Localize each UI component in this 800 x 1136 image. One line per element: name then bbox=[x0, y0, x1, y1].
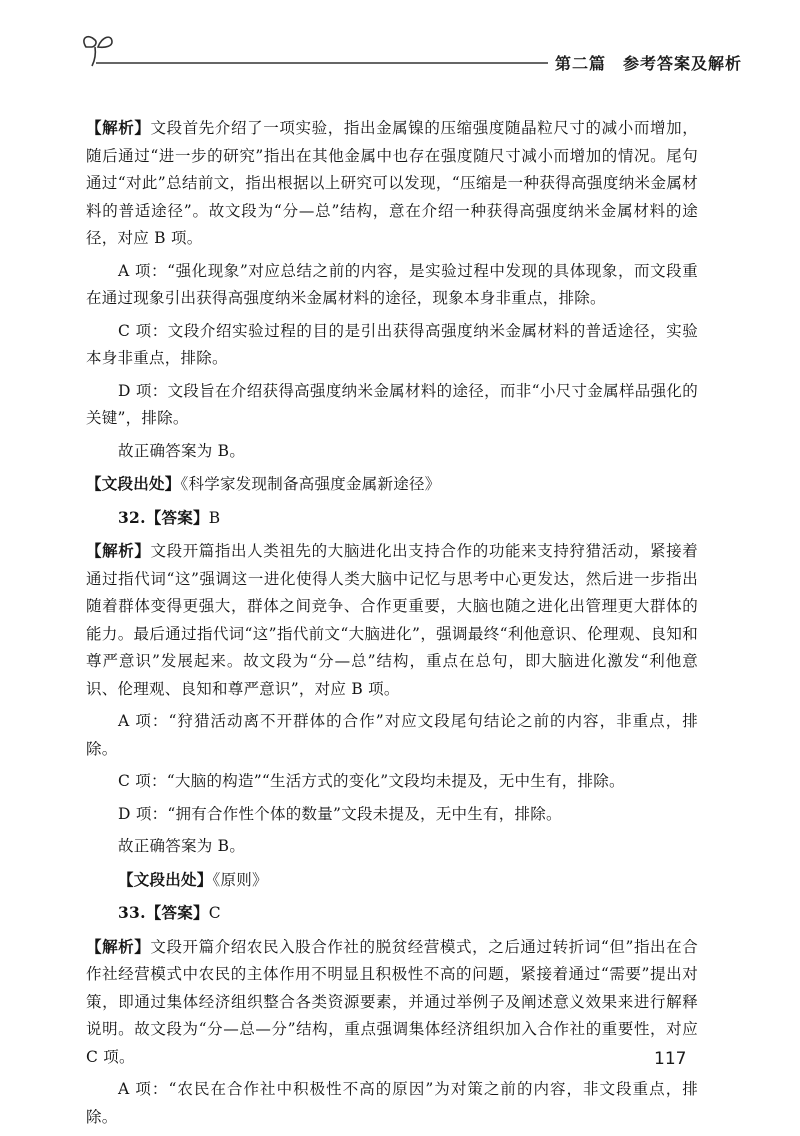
paragraph-text: B bbox=[208, 508, 221, 527]
paragraph-text: C 项：文段介绍实验过程的目的是引出获得高强度纳米金属材料的普适途径，实验本身非重点，排除。 bbox=[86, 321, 698, 367]
paragraph bbox=[86, 470, 698, 499]
section-tag: 32.【答案】 bbox=[118, 507, 209, 527]
section-tag: 33.【答案】 bbox=[118, 903, 209, 922]
paragraph-text: 文段开篇介绍农民入股合作社的脱贫经营模式，之后通过转折词“但”指出在合作社经营模式中农民的主体作用不明显且积极性不高的问题，紧接着通过“需要”提出对策，即通过集体经济组织整合各类资源要素，并通过举例子及阐述意义效果来进行解释说明。故文段为“分—总—分”结构，重点强调集体经济组织加入合作社的重要性，对应 C 项。 bbox=[86, 937, 698, 1066]
paragraph bbox=[86, 1076, 698, 1131]
paragraph bbox=[86, 899, 698, 928]
paragraph bbox=[86, 866, 698, 895]
paragraph-text: 文段首先介绍了一项实验，指出金属镍的压缩强度随晶粒尺寸的减小而增加，随后通过“进一步的研究”指出在其他金属中也存在强度随尺寸减小而增加的情况。尾句通过“对此”总结前文，指出根据以上研究可以发现，“压缩是一种获得高强度纳米金属材料的普适途径”。故文段为“分—总”结构，意在介绍一种获得高强度纳米金属材料的途径，对应 B 项。 bbox=[86, 119, 698, 247]
paragraph-text: D 项：“拥有合作性个体的数量”文段未提及，无中生有，排除。 bbox=[118, 804, 562, 823]
paragraph-text: 《科学家发现制备高强度金属新途径》 bbox=[180, 475, 441, 493]
paragraph bbox=[86, 833, 698, 861]
paragraph-text: 故正确答案为 B。 bbox=[118, 837, 246, 855]
paragraph bbox=[86, 378, 698, 433]
header-title: 第二篇 参考答案及解析 bbox=[555, 54, 743, 73]
paragraph-text: 文段开篇指出人类祖先的大脑进化出支持合作的功能来支持狩猎活动，紧接着通过指代词“这”强调这一进化使得人类大脑中记忆与思考中心更发达，然后进一步指出随着群体变得更强大，群体之间竞争、合作更重要，大脑也随之进化出管理更大群体的能力。最后通过指代词“这”指代前文“大脑进化”，强调最终“利他意识、伦理观、良知和尊严意识”发展起来。故文段为“分—总”结构，重点在总句，即大脑进化激发“利他意识、伦理观、良知和尊严意识”，对应 B 项。 bbox=[86, 542, 698, 698]
paragraph-text: C bbox=[208, 904, 221, 922]
paragraph-text: 《原则》 bbox=[212, 870, 268, 889]
paragraph bbox=[86, 933, 698, 1072]
paragraph bbox=[86, 504, 698, 533]
paragraph bbox=[86, 801, 698, 829]
page-number: 117 bbox=[654, 1049, 687, 1069]
paragraph-text: A 项：“强化现象”对应总结之前的内容，是实验过程中发现的具体现象，而文段重在通过现象引出获得高强度纳米金属材料的途径，现象本身非重点，排除。 bbox=[86, 261, 698, 307]
paragraph-text: A 项：“狩猎活动离不开群体的合作”对应文段尾句结论之前的内容，非重点，排除。 bbox=[86, 712, 698, 758]
paragraph bbox=[86, 708, 698, 763]
paragraph-text: C 项：“大脑的构造”“生活方式的变化”文段均未提及，无中生有，排除。 bbox=[118, 772, 625, 790]
paragraph bbox=[86, 258, 698, 313]
page-header bbox=[0, 0, 800, 80]
paragraph bbox=[86, 537, 698, 703]
section-tag: 【解析】 bbox=[86, 118, 151, 137]
paragraph bbox=[86, 318, 698, 373]
sprout-icon bbox=[84, 37, 112, 66]
paragraph bbox=[86, 438, 698, 466]
answer-explanation-body bbox=[86, 114, 698, 1136]
section-tag: 【文段出处】 bbox=[118, 869, 213, 889]
section-tag: 【解析】 bbox=[86, 541, 151, 560]
section-tag: 【文段出处】 bbox=[86, 474, 181, 493]
paragraph bbox=[86, 768, 698, 796]
paragraph-text: D 项：文段旨在介绍获得高强度纳米金属材料的途径，而非“小尺寸金属样品强化的关键”，排除。 bbox=[86, 381, 698, 427]
section-tag: 【解析】 bbox=[86, 936, 151, 956]
paragraph bbox=[86, 114, 698, 253]
paragraph-text: A 项：“农民在合作社中积极性不高的原因”为对策之前的内容，非文段重点，排除。 bbox=[86, 1080, 698, 1126]
paragraph-text: 故正确答案为 B。 bbox=[118, 441, 246, 460]
